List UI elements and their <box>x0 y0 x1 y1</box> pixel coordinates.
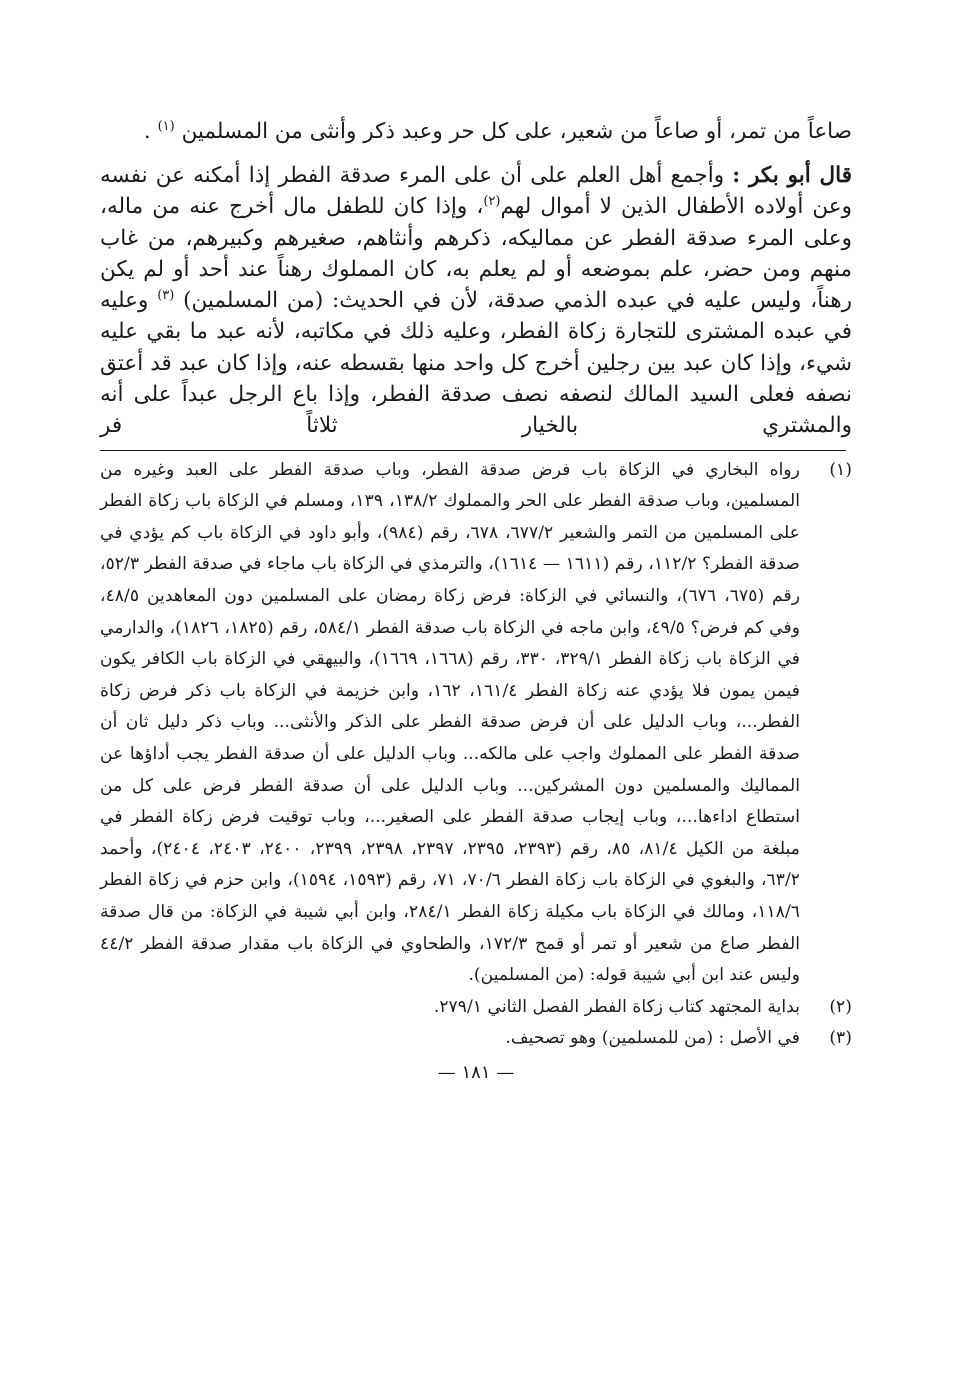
opening-line <box>100 112 852 152</box>
footnote-ref-1[interactable]: (١) <box>157 118 175 134</box>
paragraph-text-2: ، وإذا كان للطفل مال أخرج عنه من ماله، وعلى المرء صدقة الفطر عن مماليكه، ذكرهم وأنثاهم، صغيرهم وكبيرهم، من غاب منهم ومن حضر، علم بموضعه أو لم يعلم به، كان المملوك رهناً عند أحد أو لم يكن رهناً، وليس عليه في عبده الذمي صدقة، لأن في الحديث: (من المسلمين) <box>100 194 852 314</box>
footnote-divider <box>100 450 846 451</box>
footnote-number: (٣) <box>829 1028 852 1049</box>
page-number: — ١٨١ — <box>437 1061 515 1083</box>
opening-text: صاعاً من تمر، أو صاعاً من شعير، على كل حر وعبد ذكر وأنثى من المسلمين <box>181 119 852 144</box>
paragraph-text-1: وأجمع أهل العلم على أن على المرء صدقة الفطر إذا أمكنه عن نفسه وعن أولاده الأطفال الذين لا أموال لهم <box>100 163 852 220</box>
footnote-text: بداية المجتهد كتاب زكاة الفطر الفصل الثاني ٢٧٩/١. <box>433 996 800 1017</box>
speaker-label: قال أبو بكر : <box>732 163 852 188</box>
footnote-3 <box>100 1023 852 1055</box>
book-page <box>100 112 852 1087</box>
footnote-2 <box>100 992 852 1024</box>
main-paragraph <box>100 160 852 442</box>
footnote-number: (٢) <box>829 996 852 1017</box>
paragraph-text-3: وعليه في عبده المشترى للتجارة زكاة الفطر، وعليه ذلك في مكاتبه، لأنه عبد ما بقي عليه شيء، وإذا كان عبد بين رجلين أخرج كل واحد منها بقسطه عنه، وإذا كان عبد قد أعتق نصفه فعلى السيد المالك لنصفه نصف صدقة الفطر، وإذا باع الرجل عبداً على أنه والمشتري بالخيار ثلاثاً فر <box>100 288 852 439</box>
footnote-ref-3[interactable]: (٣) <box>157 288 175 304</box>
footnote-text: في الأصل : (من للمسلمين) وهو تصحيف. <box>505 1028 800 1049</box>
footnote-text: رواه البخاري في الزكاة باب فرض صدقة الفطر، وباب صدقة الفطر على العبد وغيره من المسلمين، وباب صدقة الفطر على الحر والمملوك ١٣٨/٢، ١٣٩، ومسلم في الزكاة باب زكاة الفطر على المسلمين من التمر والشعير ٦٧٧/٢، ٦٧٨، رقم (٩٨٤)، وأبو داود في الزكاة باب كم يؤدي في صدقة الفطر؟ ١١٢/٢، رقم (١٦١١ — ١٦١٤)، والترمذي في الزكاة باب ماجاء في صدقة الفطر ٥٢/٣، رقم (٦٧٥، ٦٧٦)، والنسائي في الزكاة: فرض زكاة رمضان على المسلمين دون المعاهدين ٤٨/٥، وفي كم فرض؟ ٤٩/٥، وابن ماجه في الزكاة باب صدقة الفطر ٥٨٤/١، رقم (١٨٢٥، ١٨٢٦)، والدارمي في الزكاة باب زكاة الفطر ٣٢٩/١، ٣٣٠، رقم (١٦٦٨، ١٦٦٩)، والبيهقي في الزكاة باب الكافر يكون فيمن يمون فلا يؤدي عنه زكاة الفطر ١٦١/٤، ١٦٢، وابن خزيمة في الزكاة باب ذكر فرض زكاة الفطر...، وباب الدليل على أن فرض صدقة الفطر على الذكر والأنثى... وباب ذكر دليل ثان أن صدقة الفطر على المملوك واجب على مالكه... وباب الدليل على أن صدقة الفطر يجب أداؤها عن المماليك والمسلمين دون المشركين... وباب الدليل على أن صدقة الفطر فرض على كل من استطاع اداءها...، وباب إيجاب صدقة الفطر على الصغير...، وباب توقيت فرض زكاة الفطر في مبلغة من الكيل ٨١/٤، ٨٥، رقم (٢٣٩٣، ٢٣٩٥، ٢٣٩٧، ٢٣٩٨، ٢٣٩٩، ٢٤٠٠، ٢٤٠٣، ٢٤٠٤)، وأحمد ٦٣/٢، والبغوي في الزكاة باب زكاة الفطر ٧٠/٦، ٧١، رقم (١٥٩٣، ١٥٩٤)، وابن حزم في زكاة الفطر ١١٨/٦، ومالك في الزكاة باب مكيلة زكاة الفطر ٢٨٤/١، وابن أبي شيبة في الزكاة: من قال صدقة الفطر صاع من شعير أو تمر أو قمح ١٧٢/٣، والطحاوي في الزكاة باب مقدار صدقة الفطر ٤٤/٢ وليس عند ابن أبي شيبة قوله: (من المسلمين). <box>100 459 801 986</box>
footnote-ref-2[interactable]: (٢) <box>483 194 501 210</box>
footnote-number: (١) <box>829 459 852 480</box>
footnote-1 <box>100 455 852 992</box>
opening-period: . <box>143 119 151 144</box>
